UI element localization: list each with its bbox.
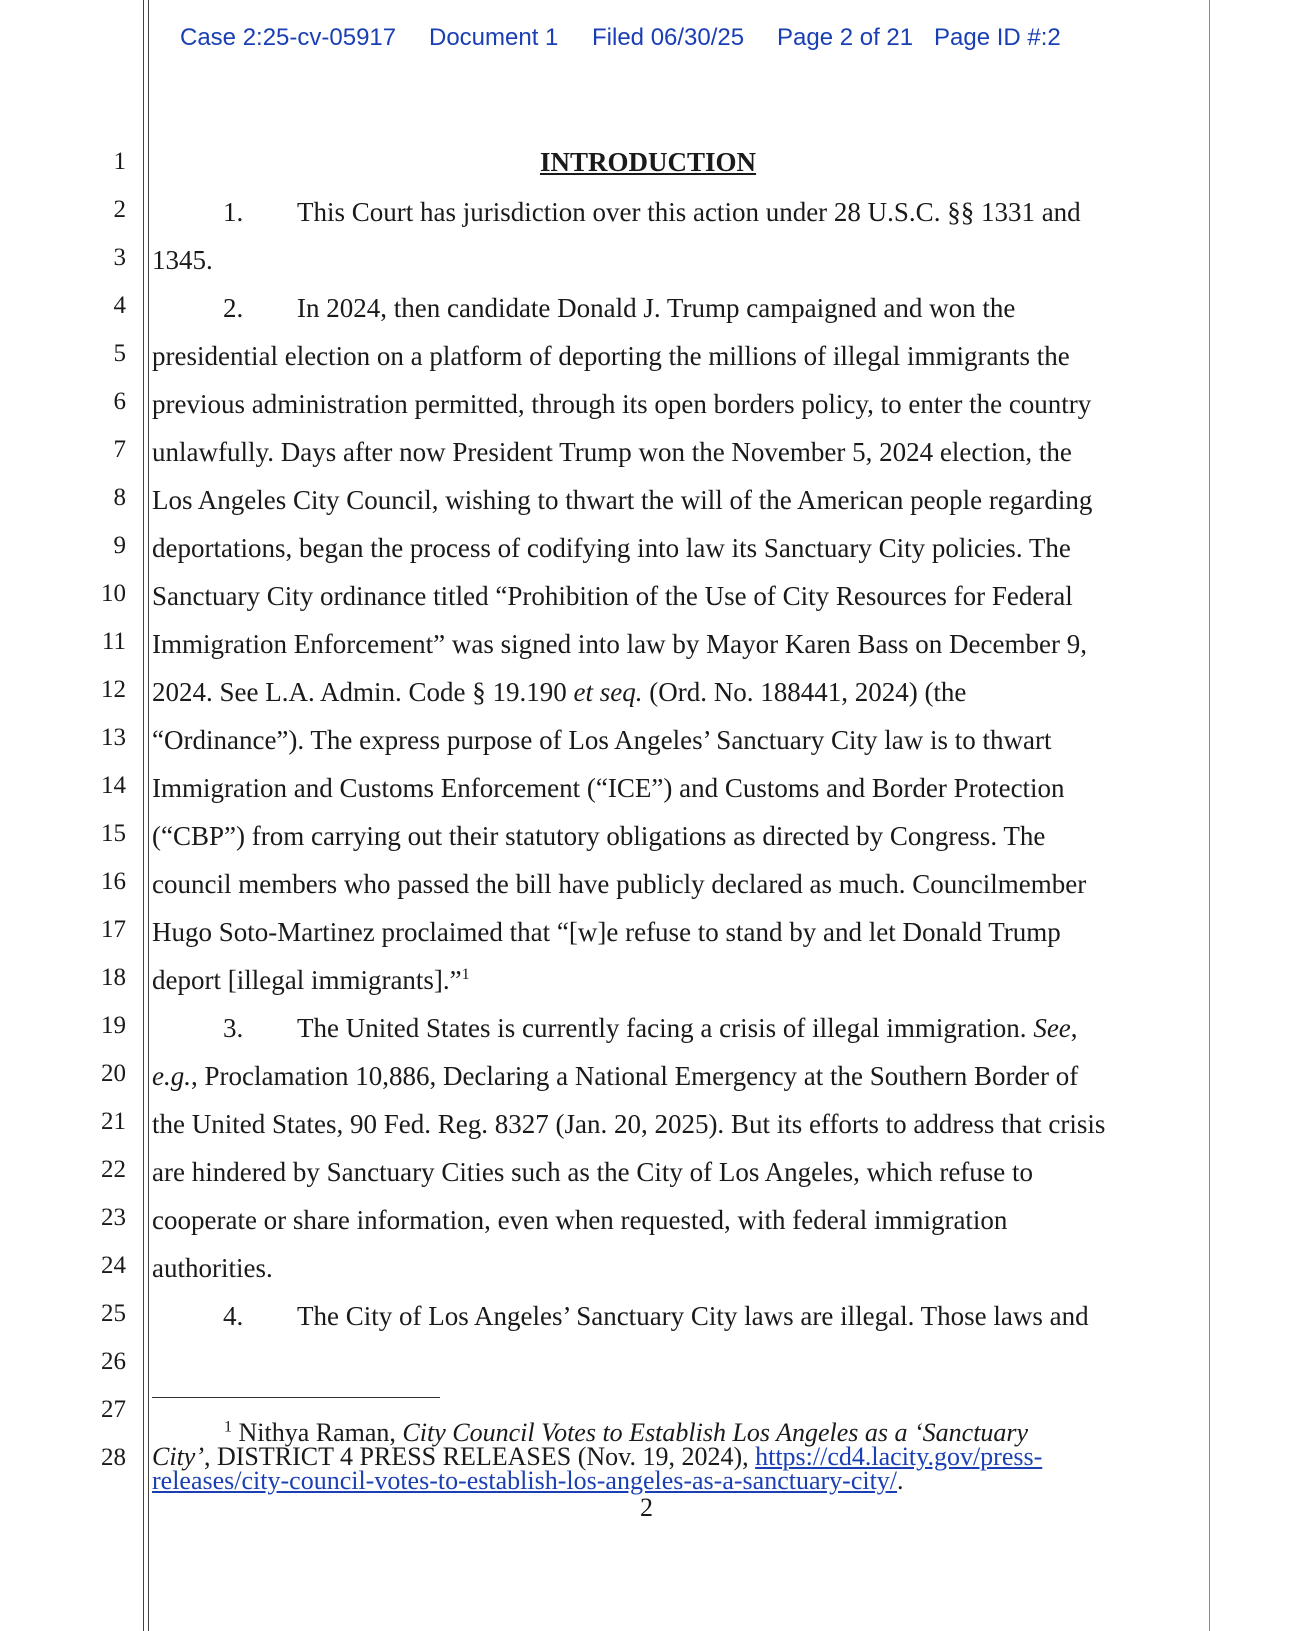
- text-line: [152, 676, 966, 708]
- line-number: 26: [101, 1348, 126, 1375]
- paragraph-number: 1.: [223, 197, 244, 227]
- right-margin-rule: [1209, 0, 1210, 1631]
- text-line: Immigration Enforcement” was signed into law by Mayor Karen Bass on December 9,: [152, 629, 1087, 659]
- text-segment: , Proclamation 10,886, Declaring a National Emergency at the Southern Border of: [190, 1061, 1079, 1091]
- line-number: 22: [101, 1156, 126, 1183]
- paragraph-number: 2.: [223, 293, 244, 323]
- case-number: Case 2:25-cv-05917: [180, 24, 397, 51]
- line-number: 4: [113, 292, 126, 319]
- text-segment: 2024. See L.A. Admin. Code § 19.190: [152, 677, 574, 707]
- page-number: 2: [640, 1493, 653, 1522]
- line-number: 8: [113, 484, 126, 511]
- paragraph-text: This Court has jurisdiction over this action under 28 U.S.C. §§ 1331 and: [297, 197, 1081, 227]
- text-line: Los Angeles City Council, wishing to thwart the will of the American people regarding: [152, 485, 1093, 515]
- text-line: Immigration and Customs Enforcement (“ICE”) and Customs and Border Protection: [152, 773, 1065, 803]
- line-number: 28: [101, 1444, 126, 1471]
- line-number: 15: [101, 820, 126, 847]
- line-number: 17: [101, 916, 126, 943]
- footnote-marker: 1: [224, 1418, 232, 1436]
- footnote-line: [224, 1418, 1029, 1447]
- document-number: Document 1: [429, 24, 559, 51]
- left-margin-rule: [143, 0, 144, 1631]
- text-line: unlawfully. Days after now President Trump won the November 5, 2024 election, the: [152, 437, 1072, 467]
- section-heading: INTRODUCTION: [540, 147, 757, 177]
- text-segment: (Ord. No. 188441, 2024) (the: [642, 677, 967, 707]
- line-number: 23: [101, 1204, 126, 1231]
- text-line: [152, 1060, 1078, 1092]
- line-number: 16: [101, 868, 126, 895]
- line-number: 9: [113, 532, 126, 559]
- line-number: 3: [113, 244, 126, 271]
- paragraph-text: In 2024, then candidate Donald J. Trump campaigned and won the: [297, 293, 1016, 323]
- page-count: Page 2 of 21: [777, 24, 914, 51]
- line-number: 10: [101, 580, 126, 607]
- line-number: 18: [101, 964, 126, 991]
- text-segment: The United States is currently facing a crisis of illegal immigration.: [297, 1013, 1034, 1043]
- line-number: 13: [101, 724, 126, 751]
- paragraph-number: 3.: [223, 1013, 244, 1043]
- footnote-reference[interactable]: 1: [461, 966, 470, 983]
- text-segment: deport [illegal immigrants].”: [152, 965, 462, 995]
- italic-signal: e.g.: [152, 1061, 191, 1091]
- text-line: 1345.: [152, 245, 213, 275]
- text-line: are hindered by Sanctuary Cities such as the City of Los Angeles, which refuse to: [152, 1157, 1034, 1187]
- footnote-separator: [152, 1397, 440, 1398]
- text-segment: ,: [1070, 1013, 1078, 1043]
- text-line: Sanctuary City ordinance titled “Prohibition of the Use of City Resources for Federal: [152, 581, 1073, 611]
- footnote-link[interactable]: releases/city-council-votes-to-establish-los-angeles-as-a-sanctuary-city/: [152, 1466, 898, 1495]
- footnote-author: Nithya Raman,: [232, 1418, 403, 1447]
- filed-date: Filed 06/30/25: [592, 24, 745, 51]
- text-line: (“CBP”) from carrying out their statutory obligations as directed by Congress. The: [152, 821, 1046, 851]
- line-number: 2: [113, 196, 126, 223]
- left-margin-rule-inner: [148, 0, 149, 1631]
- footnote-title: City Council Votes to Establish Los Angeles as a ‘Sanctuary: [402, 1418, 1029, 1447]
- text-line: Hugo Soto-Martinez proclaimed that “[w]e refuse to stand by and let Donald Trump: [152, 917, 1061, 947]
- footnote-title: City’: [152, 1442, 204, 1471]
- line-number: 6: [113, 388, 126, 415]
- paragraph-text: The City of Los Angeles’ Sanctuary City laws are illegal. Those laws and: [297, 1301, 1089, 1331]
- page-id: Page ID #:2: [934, 24, 1061, 51]
- line-number: 1: [113, 148, 126, 175]
- text-line: the United States, 90 Fed. Reg. 8327 (Jan. 20, 2025). But its efforts to address that crisis: [152, 1109, 1106, 1139]
- line-number: 24: [101, 1252, 126, 1279]
- italic-citation: et seq.: [573, 677, 643, 707]
- italic-signal: See: [1033, 1013, 1071, 1043]
- line-number: 21: [101, 1108, 126, 1135]
- text-line: presidential election on a platform of deporting the millions of illegal immigrants the: [152, 341, 1070, 371]
- line-number: 5: [113, 340, 126, 367]
- footnote-line: [152, 1442, 1043, 1471]
- text-line: council members who passed the bill have publicly declared as much. Councilmember: [152, 869, 1087, 899]
- footnote-link[interactable]: https://cd4.lacity.gov/press-: [755, 1442, 1043, 1471]
- text-line: cooperate or share information, even when requested, with federal immigration: [152, 1205, 1008, 1235]
- line-number: 27: [101, 1396, 126, 1423]
- line-number: 14: [101, 772, 126, 799]
- text-line: previous administration permitted, through its open borders policy, to enter the country: [152, 389, 1092, 419]
- line-number: 19: [101, 1012, 126, 1039]
- text-line: authorities.: [152, 1253, 273, 1283]
- line-number: 11: [101, 628, 126, 655]
- line-number: 7: [113, 436, 126, 463]
- line-number: 25: [101, 1300, 126, 1327]
- footnote-source: , DISTRICT 4 PRESS RELEASES (Nov. 19, 2024),: [204, 1442, 756, 1471]
- line-number: 12: [101, 676, 126, 703]
- text-line: “Ordinance”). The express purpose of Los Angeles’ Sanctuary City law is to thwart: [152, 725, 1052, 755]
- footnote-line: [152, 1466, 904, 1495]
- text-line: [152, 964, 470, 996]
- paragraph-number: 4.: [223, 1301, 244, 1331]
- text-segment: .: [897, 1466, 904, 1495]
- text-line: deportations, began the process of codifying into law its Sanctuary City policies. The: [152, 533, 1071, 563]
- line-number: 20: [101, 1060, 126, 1087]
- paragraph-text: [297, 1012, 1078, 1044]
